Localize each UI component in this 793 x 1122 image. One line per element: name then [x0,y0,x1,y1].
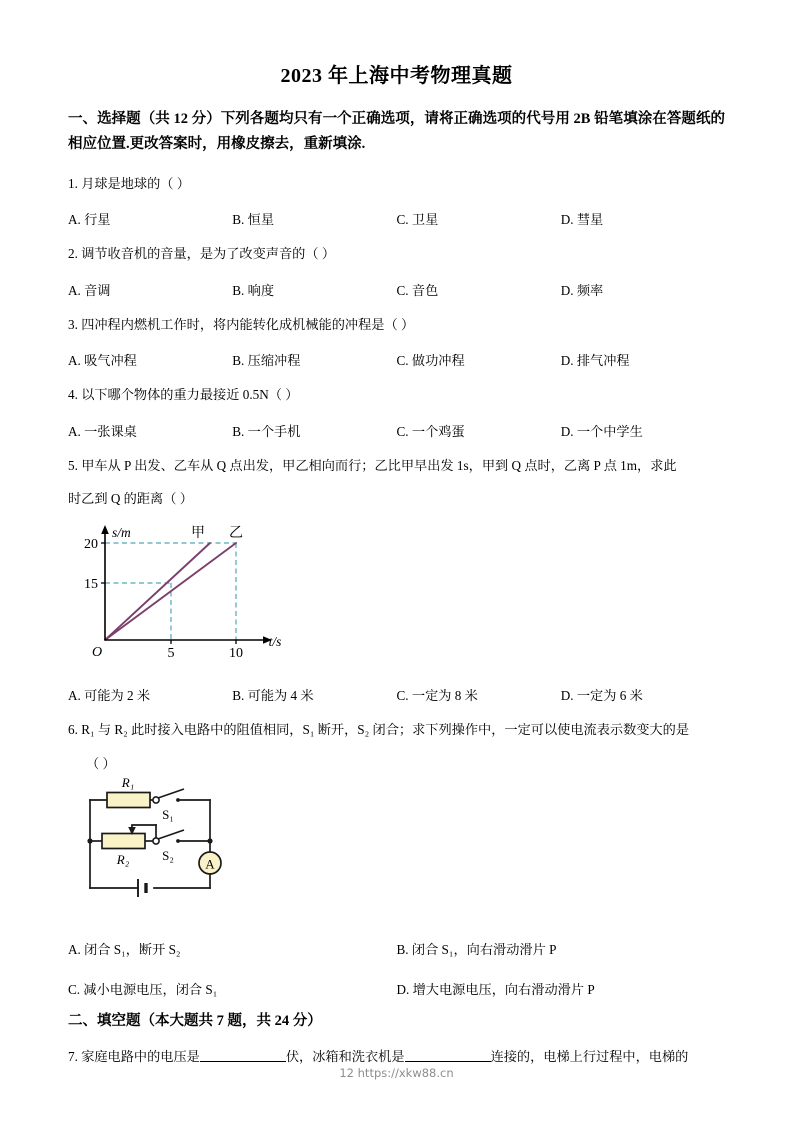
q4-option-d[interactable]: D. 一个中学生 [560,423,643,439]
q3-option-a[interactable]: A. 吸气冲程 [68,353,137,369]
circuit-diagram-figure [74,778,725,918]
question-2-stem: 2. 调节收音机的音量，是为了改变声音的（ ） [68,246,336,262]
question-4-options [68,421,725,440]
question-1-stem: 1. 月球是地球的（ ） [68,175,190,191]
graph-origin-label: O [91,645,103,661]
rheostat-r2 [102,834,145,849]
switch-s2-label: S₂ [162,848,174,864]
section-heading-fill-blank: 二、填空题（本大题共 7 题，共 24 分） [68,1013,322,1030]
page-title: 2023 年上海中考物理真题 [280,65,513,87]
y-axis-label: s/m [112,525,131,541]
q7-blank-1[interactable] [200,1048,286,1062]
q6-option-c[interactable]: C. 减小电源电压，闭合 S₁ [68,982,218,998]
q4-option-c[interactable]: C. 一个鸡蛋 [396,423,465,439]
series-label-yi: 乙 [229,526,243,542]
q2-option-c[interactable]: C. 音色 [396,282,439,298]
q7-blank-2[interactable] [405,1048,491,1062]
switch-s1-label: S₁ [162,807,174,823]
rheostat-r2-label: R₂ [116,852,130,868]
q7-text-part3: 连接的，电梯上行过程中，电梯的 [490,1048,689,1064]
q3-option-b[interactable]: B. 压缩冲程 [232,353,301,369]
q5-option-a[interactable]: A. 可能为 2 米 [68,688,151,704]
question-3-options [68,350,725,369]
q5-option-d[interactable]: D. 一定为 6 米 [560,688,643,704]
page-footer-watermark: 12 https://xkw88.cn [339,1066,454,1080]
graph-axes [105,531,266,640]
q4-option-a[interactable]: A. 一张课桌 [68,423,137,439]
question-6-stem-line1: 6. R₁ 与 R₂ 此时接入电路中的阻值相同，S₁ 断开，S₂ 闭合；求下列操作中，一定可以使电流表示数变大的是 [68,722,690,738]
q1-option-a[interactable]: A. 行星 [68,212,111,228]
switch-s2 [153,830,184,844]
y-axis-arrow-icon [101,525,109,534]
y-tick-label-15: 15 [84,577,98,593]
q5-option-b[interactable]: B. 可能为 4 米 [232,688,314,704]
question-6-options-row1 [68,939,725,958]
question-6-stem-line2: （ ） [86,755,116,771]
q1-option-c[interactable]: C. 卫星 [396,212,439,228]
x-tick-label-10: 10 [229,646,243,662]
q4-option-b[interactable]: B. 一个手机 [232,423,301,439]
q7-text-part2: 伏，冰箱和洗衣机是 [285,1048,405,1064]
question-5-stem-line1: 5. 甲车从 P 出发、乙车从 Q 点出发，甲乙相向而行；乙比甲早出发 1s，甲到 Q 点时，乙离 P 点 1m，求此 [68,457,677,473]
resistor-r1-label: R₁ [121,778,135,791]
q1-option-d[interactable]: D. 彗星 [560,212,604,228]
x-axis-label: t/s [268,634,282,650]
q6-option-b[interactable]: B. 闭合 S₁，向右滑动滑片 P [396,942,557,958]
ammeter-label: A [205,856,215,872]
question-6-options-row2 [68,979,725,998]
battery-symbol [138,879,154,897]
circuit-diagram-svg [74,778,289,913]
q3-option-c[interactable]: C. 做功冲程 [396,353,465,369]
y-tick-label-20: 20 [84,537,98,553]
q1-option-b[interactable]: B. 恒星 [232,212,275,228]
question-3-stem: 3. 四冲程内燃机工作时，将内能转化成机械能的冲程是（ ） [68,316,415,332]
q3-option-d[interactable]: D. 排气冲程 [560,353,630,369]
question-1-options [68,209,725,228]
question-5-stem-line2: 时乙到 Q 的距离（ ） [68,491,193,507]
q7-text-part1: 7. 家庭电路中的电压是 [68,1048,200,1064]
graph-data-lines [105,543,236,640]
series-label-jia: 甲 [191,526,205,542]
x-tick-label-5: 5 [167,646,175,662]
q6-option-d[interactable]: D. 增大电源电压，向右滑动滑片 P [396,982,595,998]
q2-option-b[interactable]: B. 响度 [232,282,275,298]
q2-option-a[interactable]: A. 音调 [68,282,111,298]
q2-option-d[interactable]: D. 频率 [560,282,604,298]
question-4-stem: 4. 以下哪个物体的重力最接近 0.5N（ ） [68,387,299,403]
speed-time-graph-svg [70,515,300,665]
question-5-options [68,685,725,704]
speed-time-graph-figure [70,515,725,670]
question-2-options [68,280,725,299]
q5-option-c[interactable]: C. 一定为 8 米 [396,688,478,704]
switch-s1 [153,789,184,803]
resistor-r1 [107,793,150,808]
section-heading-choice: 一、选择题（共 12 分）下列各题均只有一个正确选项，请将正确选项的代号用 2B 铅笔填涂在答题纸的相应位置.更改答案时，用橡皮擦去，重新填涂. [68,111,725,153]
q6-option-a[interactable]: A. 闭合 S₁，断开 S₂ [68,942,181,958]
question-7-stem [68,1047,725,1067]
